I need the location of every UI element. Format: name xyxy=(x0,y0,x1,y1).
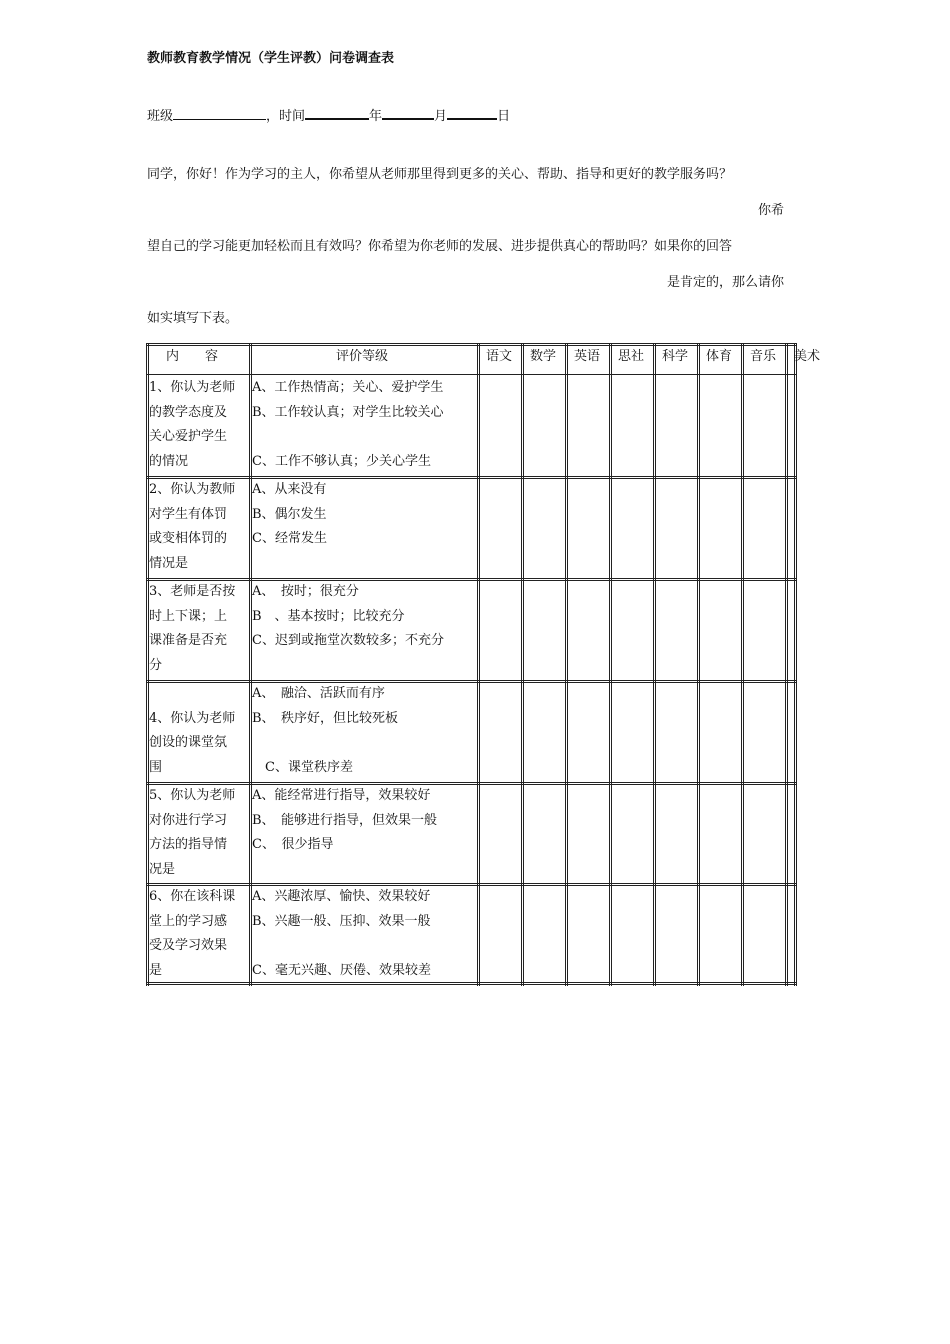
rating-cell[interactable] xyxy=(568,377,608,475)
table-row-divider xyxy=(146,476,796,479)
option-line: C、课堂秩序差 xyxy=(252,759,353,775)
rating-cell[interactable] xyxy=(788,377,795,475)
option-line: A、工作热情高；关心、爱护学生 xyxy=(252,380,444,395)
options-cell xyxy=(252,376,444,474)
header-content: 内 容 xyxy=(166,349,219,364)
header-grade: 评价等级 xyxy=(336,349,389,364)
rating-cell[interactable] xyxy=(788,581,795,679)
rating-cell[interactable] xyxy=(656,785,696,882)
question-line: 或变相体罚的 xyxy=(149,531,228,546)
header-subject: 音乐 xyxy=(750,349,777,364)
rating-cell[interactable] xyxy=(700,683,740,781)
option-line: A、从来没有 xyxy=(252,482,327,497)
question-line: 关心爱护学生 xyxy=(149,429,228,444)
intro-line-3: 望自己的学习能更加轻松而且有效吗？你希望为你老师的发展、进步提供真心的帮助吗？如果你的回答 xyxy=(147,239,733,254)
option-line: B、兴趣一般、压抑、效果一般 xyxy=(252,913,431,929)
option-line: C、迟到或拖堂次数较多；不充分 xyxy=(252,633,444,648)
evaluation-table xyxy=(146,343,821,986)
rating-cell[interactable] xyxy=(788,886,795,983)
options-cell xyxy=(252,885,431,983)
options-cell xyxy=(252,580,444,654)
option-line: C、 很少指导 xyxy=(252,837,334,852)
rating-cell[interactable] xyxy=(700,479,740,577)
option-line: B、偶尔发生 xyxy=(252,506,327,522)
question-cell xyxy=(149,580,235,678)
intro-line-2: 你希 xyxy=(757,203,784,218)
rating-cell[interactable] xyxy=(612,377,652,475)
rating-cell[interactable] xyxy=(480,581,520,679)
question-line: 是 xyxy=(149,962,163,978)
question-cell xyxy=(149,478,235,576)
option-line xyxy=(252,425,444,450)
table-row-divider xyxy=(146,782,796,785)
intro-line-1: 同学，你好！作为学习的主人，你希望从老师那里得到更多的关心、帮助、指导和更好的教学服务吗？ xyxy=(147,167,733,182)
page-title: 教师教育教学情况（学生评教）问卷调查表 xyxy=(147,51,395,66)
option-line xyxy=(252,934,431,959)
header-subject: 数学 xyxy=(530,349,557,364)
rating-cell[interactable] xyxy=(612,785,652,882)
question-line: 的情况 xyxy=(149,453,189,469)
question-line: 课准备是否充 xyxy=(149,633,228,648)
rating-cell[interactable] xyxy=(744,581,784,679)
option-line: A、 按时；很充分 xyxy=(252,584,359,599)
rating-cell[interactable] xyxy=(480,377,520,475)
rating-cell[interactable] xyxy=(524,683,564,781)
rating-cell[interactable] xyxy=(700,377,740,475)
table-row-divider xyxy=(146,982,796,985)
rating-cell[interactable] xyxy=(744,377,784,475)
rating-cell[interactable] xyxy=(612,581,652,679)
month-label: 月 xyxy=(434,109,448,124)
question-cell xyxy=(149,784,235,882)
option-line: C、毫无兴趣、厌倦、效果较差 xyxy=(252,962,431,978)
options-cell xyxy=(252,784,437,858)
rating-cell[interactable] xyxy=(656,886,696,983)
rating-cell[interactable] xyxy=(524,785,564,882)
table-row-divider xyxy=(146,343,796,346)
rating-cell[interactable] xyxy=(524,479,564,577)
year-blank[interactable] xyxy=(305,104,369,120)
rating-cell[interactable] xyxy=(700,785,740,882)
table-row-divider xyxy=(146,680,796,683)
rating-cell[interactable] xyxy=(524,377,564,475)
option-line: C、工作不够认真；少关心学生 xyxy=(252,453,431,469)
option-line: A、兴趣浓厚、愉快、效果较好 xyxy=(252,889,431,904)
rating-cell[interactable] xyxy=(480,479,520,577)
rating-cell[interactable] xyxy=(700,581,740,679)
day-blank[interactable] xyxy=(447,104,497,120)
rating-cell[interactable] xyxy=(656,581,696,679)
question-line: 情况是 xyxy=(149,555,189,571)
header-subject: 语文 xyxy=(486,349,513,364)
options-cell xyxy=(252,682,398,780)
question-line: 方法的指导情 xyxy=(149,837,228,852)
question-line: 5、你认为老师 xyxy=(149,788,236,803)
class-blank[interactable] xyxy=(173,105,266,120)
option-line: B、 能够进行指导，但效果一般 xyxy=(252,812,438,828)
rating-cell[interactable] xyxy=(612,479,652,577)
question-cell xyxy=(149,885,235,983)
table-row-divider xyxy=(146,374,796,375)
header-subject: 思社 xyxy=(618,349,645,364)
rating-cell[interactable] xyxy=(788,785,795,882)
rating-cell[interactable] xyxy=(524,581,564,679)
rating-cell[interactable] xyxy=(568,683,608,781)
question-line: 堂上的学习感 xyxy=(149,913,228,929)
rating-cell[interactable] xyxy=(480,785,520,882)
rating-cell[interactable] xyxy=(568,479,608,577)
rating-cell[interactable] xyxy=(744,479,784,577)
rating-cell[interactable] xyxy=(656,479,696,577)
option-line: A、 融洽、活跃而有序 xyxy=(252,686,385,701)
question-line: 围 xyxy=(149,759,163,775)
intro-line-4: 是肯定的，那么请你 xyxy=(666,275,784,290)
rating-cell[interactable] xyxy=(568,886,608,983)
question-line: 分 xyxy=(149,657,163,673)
header-subject: 科学 xyxy=(662,349,689,364)
question-line: 受及学习效果 xyxy=(149,938,228,953)
rating-cell[interactable] xyxy=(568,785,608,882)
question-line: 3、老师是否按 xyxy=(149,584,236,599)
year-label: 年 xyxy=(369,109,383,124)
question-line: 4、你认为老师 xyxy=(149,710,236,726)
question-line: 的教学态度及 xyxy=(149,404,228,420)
rating-cell[interactable] xyxy=(656,377,696,475)
class-time-line xyxy=(147,104,510,124)
day-label: 日 xyxy=(497,109,511,124)
question-cell xyxy=(149,682,235,780)
rating-cell[interactable] xyxy=(788,479,795,577)
question-line: 2、你认为教师 xyxy=(149,482,236,497)
rating-cell[interactable] xyxy=(612,886,652,983)
rating-cell[interactable] xyxy=(788,683,795,781)
rating-cell[interactable] xyxy=(568,581,608,679)
header-subject: 英语 xyxy=(574,349,601,364)
month-blank[interactable] xyxy=(382,104,434,120)
table-row-divider xyxy=(146,883,796,886)
rating-cell[interactable] xyxy=(744,785,784,882)
rating-cell[interactable] xyxy=(744,886,784,983)
table-row-divider xyxy=(146,578,796,581)
rating-cell[interactable] xyxy=(612,683,652,781)
question-line: 况是 xyxy=(149,861,176,877)
question-line xyxy=(149,682,235,707)
rating-cell[interactable] xyxy=(700,886,740,983)
rating-cell[interactable] xyxy=(480,886,520,983)
option-line: B、工作较认真；对学生比较关心 xyxy=(252,404,444,420)
time-label: ，时间 xyxy=(266,109,306,124)
option-line xyxy=(252,731,398,756)
rating-cell[interactable] xyxy=(524,886,564,983)
question-line: 时上下课；上 xyxy=(149,608,228,624)
options-cell xyxy=(252,478,327,552)
intro-line-5: 如实填写下表。 xyxy=(147,311,239,326)
header-subject: 体育 xyxy=(706,349,733,364)
option-line: B 、基本按时；比较充分 xyxy=(252,608,405,624)
question-cell xyxy=(149,376,235,474)
class-label: 班级 xyxy=(147,109,174,124)
question-line: 6、你在该科课 xyxy=(149,889,236,904)
question-line: 创设的课堂氛 xyxy=(149,735,228,750)
option-line: C、经常发生 xyxy=(252,531,327,546)
option-line: A、能经常进行指导，效果较好 xyxy=(252,788,431,803)
header-subject: 美术 xyxy=(794,349,821,364)
rating-cell[interactable] xyxy=(656,683,696,781)
rating-cell[interactable] xyxy=(480,683,520,781)
rating-cell[interactable] xyxy=(744,683,784,781)
question-line: 1、你认为老师 xyxy=(149,380,236,395)
option-line: B、 秩序好，但比较死板 xyxy=(252,710,399,726)
question-line: 对学生有体罚 xyxy=(149,506,228,522)
question-line: 对你进行学习 xyxy=(149,812,228,828)
